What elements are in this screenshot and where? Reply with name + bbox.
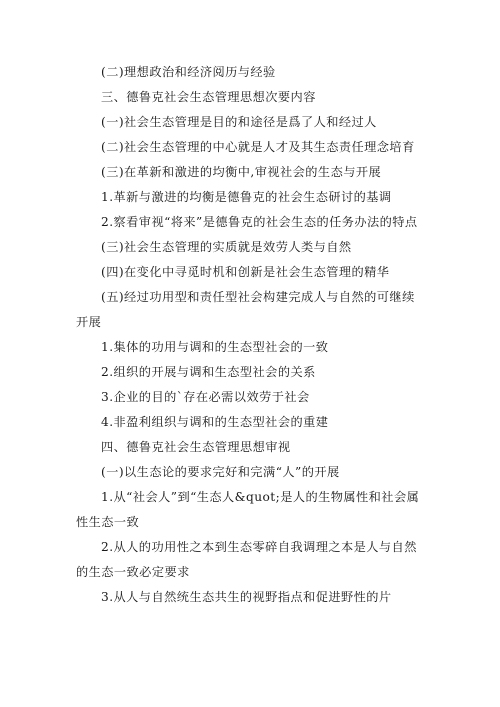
- paragraph-balance: (三)在革新和激进的均衡中,审视社会的生态与开展: [101, 165, 382, 179]
- list-item-sustainable-1: 1.集体的功用与调和的生态型社会的一致: [101, 340, 329, 354]
- list-item-balance-2: 2.察看审视“将来”是德鲁克的社会生态的任务办法的特点: [101, 215, 418, 229]
- paragraph-essence: (三)社会生态管理的实质就是效劳人类与自然: [101, 240, 352, 254]
- paragraph-talent-center: (二)社会生态管理的中心就是人才及其生态责任理念培育: [101, 140, 415, 154]
- list-item-sustainable-2: 2.组织的开展与调和生态型社会的关系: [101, 365, 316, 379]
- paragraph-innovation: (四)在变化中寻觅时机和创新是社会生态管理的精华: [101, 265, 390, 279]
- list-item-human-1: 1.从“社会人”到“生态人&quot;是人的生物属性和社会属性生态一致: [76, 490, 420, 529]
- list-item-human-3: 3.从人与自然统生态共生的视野指点和促进野性的片: [101, 590, 392, 604]
- paragraph-experience: (二)理想政治和经济阅历与经验: [101, 65, 276, 79]
- section-heading-review: 四、德鲁克社会生态管理思想审视: [101, 440, 291, 454]
- list-item-sustainable-3: 3.企业的目的`存在必需以效劳于社会: [101, 390, 310, 404]
- list-item-human-2: 2.从人的功用性之本到生态零碎自我调理之本是人与自然的生态一致必定要求: [76, 540, 417, 579]
- list-item-balance-1: 1.革新与激进的均衡是德鲁克的社会生态研讨的基调: [101, 190, 392, 204]
- paragraph-human-development: (一)以生态论的要求完好和完满“人”的开展: [101, 465, 340, 479]
- document-body: [76, 60, 426, 610]
- section-heading-main-content: 三、德鲁克社会生态管理思想次要内容: [101, 90, 316, 104]
- paragraph-sustainable: (五)经过功用型和责任型社会构建完成人与自然的可继续开展: [76, 290, 415, 329]
- paragraph-purpose-and-means: (一)社会生态管理是目的和途径是爲了人和经过人: [101, 115, 377, 129]
- list-item-sustainable-4: 4.非盈利组织与调和的生态型社会的重建: [101, 415, 329, 429]
